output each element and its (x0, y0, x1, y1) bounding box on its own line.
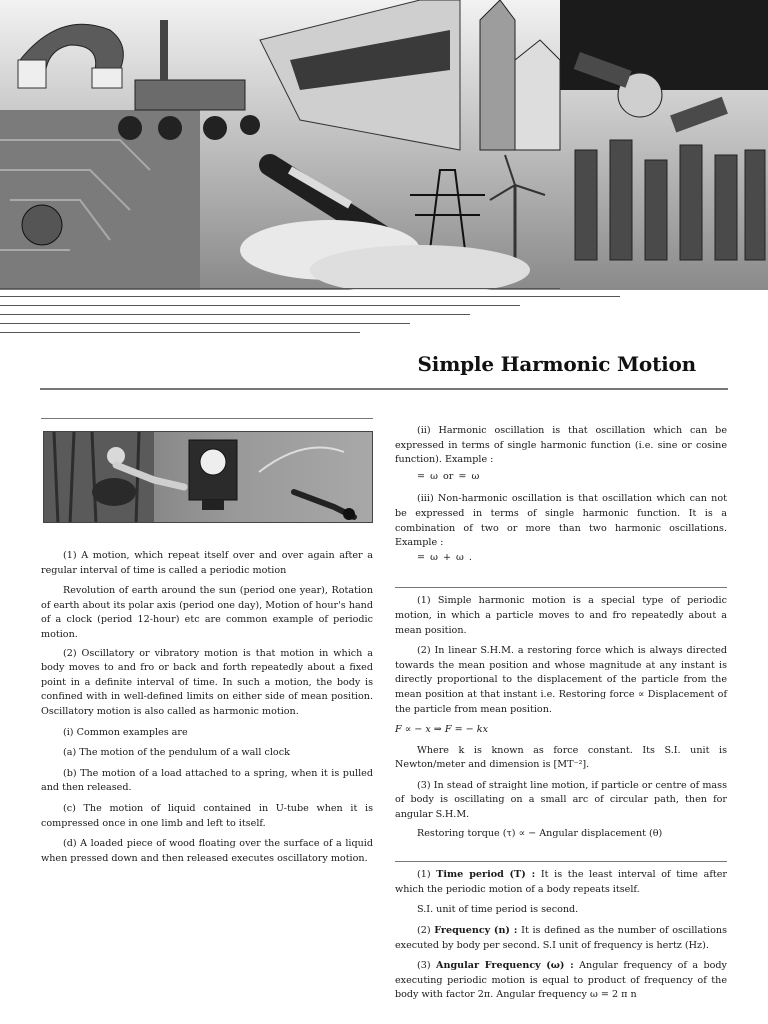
time-period-text: It is the least interval of time after which the periodic motion of a body repeats itself. (395, 869, 727, 895)
linear-shm-restoring-force: (2) In linear S.H.M. a restoring force which is always directed towards the mean position and whose magnitude at any instant is directly proportional to the displacement of the particle from the mean position at that instant i.e. Restoring force ∝ Displacement of the particle from mean position. (395, 645, 727, 715)
example-c: (c) The motion of liquid contained in U-tube when it is compressed once in one limb and left to itself. (41, 802, 373, 829)
restoring-torque-relation: Restoring torque (τ) ∝ − Angular displacement (θ) (417, 827, 663, 839)
harmonic-oscillation-equation: = ω or = ω (417, 470, 480, 482)
time-period-definition (395, 868, 727, 897)
left-column (41, 418, 373, 866)
common-examples-heading: (i) Common examples are (63, 726, 188, 738)
angular-frequency-symbol: (ω) : (546, 960, 574, 972)
non-harmonic-oscillation-definition: (iii) Non-harmonic oscillation is that oscillation which can not be expressed in terms of single harmonic function. It is a combination of two or more than two harmonic oscillations. Example : (395, 493, 727, 549)
time-period-symbol: (T) : (509, 869, 536, 881)
force-constant-note: Where k is known as force constant. Its S.I. unit is Newton/meter and dimension is [MT⁻²]. (395, 744, 727, 771)
angular-frequency-definition (395, 959, 727, 1003)
periodic-motion-illustration (44, 432, 373, 523)
frequency-symbol: (n) : (493, 925, 518, 937)
title-rule (40, 388, 728, 390)
time-period-term: Time period (436, 869, 504, 881)
chapter-title: Simple Harmonic Motion (417, 352, 696, 376)
angular-frequency-term: Angular Frequency (436, 960, 541, 972)
banner-illustration (0, 0, 768, 290)
frequency-number: (2) (417, 925, 431, 937)
left-section-rule (41, 418, 373, 419)
frequency-definition (395, 924, 727, 953)
angular-frequency-text: Angular frequency of a body executing periodic motion is equal to product of frequency of the body with factor 2π. Angular frequency ω = 2 π n (395, 960, 727, 1001)
right-column (395, 424, 727, 1003)
frequency-term: Frequency (434, 925, 491, 937)
angular-frequency-number: (3) (417, 960, 431, 972)
banner-stripes (0, 286, 768, 338)
example-a: (a) The motion of the pendulum of a wall clock (63, 747, 290, 759)
periodic-motion-definition: (1) A motion, which repeat itself over and over again after a regular interval of time is called a periodic motion (41, 550, 373, 576)
restoring-force-equation: F ∝ − x ⇒ F = − kx (395, 724, 488, 736)
harmonic-oscillation-definition: (ii) Harmonic oscillation is that oscillation which can be expressed in terms of single harmonic function (i.e. sine or cosine function). Example : (395, 425, 727, 466)
shm-section-rule (395, 587, 727, 588)
frequency-text: It is defined as the number of oscillations executed by body per second. S.I unit of frequency is hertz (Hz). (395, 925, 727, 951)
example-b: (b) The motion of a load attached to a spring, when it is pulled and then released. (41, 767, 373, 794)
example-d: (d) A loaded piece of wood floating over the surface of a liquid when pressed down and then released executes oscillatory motion. (41, 838, 373, 864)
shm-definition: (1) Simple harmonic motion is a special type of periodic motion, in which a particle moves to and fro repeatedly about a mean position. (395, 595, 727, 636)
non-harmonic-oscillation-equation: = ω + ω . (417, 551, 472, 563)
periodic-motion-photo (43, 431, 373, 523)
time-period-si-unit: S.I. unit of time period is second. (417, 904, 579, 916)
header-banner-collage (0, 0, 768, 290)
periodic-motion-examples: Revolution of earth around the sun (period one year), Rotation of earth about its polar axis (period one day), Motion of hour's hand of a clock (period 12-hour) etc are common example of periodic motion. (41, 585, 373, 640)
angular-shm-intro: (3) In stead of straight line motion, if particle or centre of mass of body is oscillating on a small arc of circular path, then for angular S.H.M. (395, 779, 727, 821)
time-period-number: (1) (417, 869, 431, 881)
terms-section-rule (395, 861, 727, 862)
oscillatory-motion-definition: (2) Oscillatory or vibratory motion is that motion in which a body moves to and fro or back and forth repeatedly about a fixed point in a definite interval of time. In such a motion, the body is confined with in well-defined limits on either side of mean position. Oscillatory motion is also called as harmonic motion. (41, 647, 373, 717)
